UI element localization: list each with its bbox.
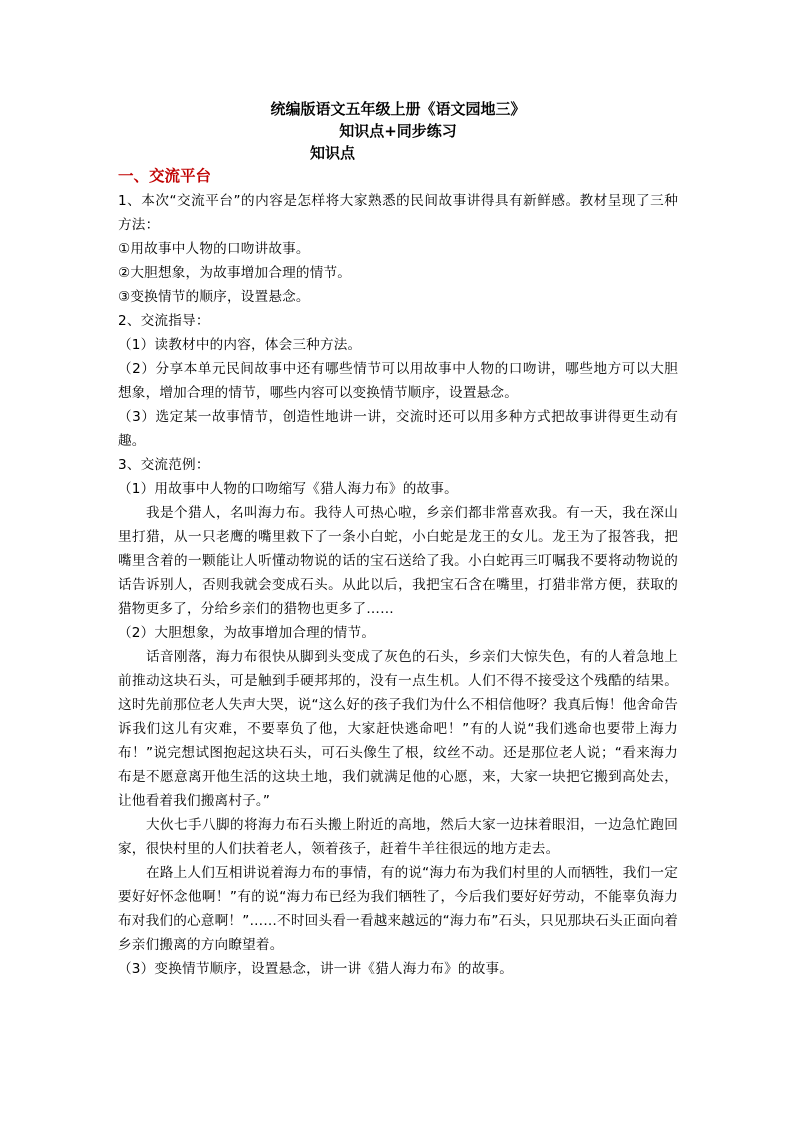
guidance-heading: 2、交流指导：	[118, 313, 210, 329]
example-heading: 3、交流范例：	[118, 457, 210, 473]
guidance-item-1: （1）读教材中的内容，体会三种方法。	[118, 337, 362, 353]
example-item-1-story: 我是个猎人，名叫海力布。我待人可热心啦，乡亲们都非常喜欢我。有一天，我在深山里打猎，从一只老鹰的嘴里救下了一条小白蛇，小白蛇是龙王的女儿。龙王为了报答我，把嘴里含着的一颗能让人听懂动物说的话的宝石送给了我。小白蛇再三叮嘱我不要将动物说的话告诉别人，否则我就会变成石头。从此以后，我把宝石含在嘴里，打猎非常方便，获取的猎物更多了，分给乡亲们的猎物也更多了……	[118, 505, 678, 617]
document-subtitle: 知识点+同步练习	[339, 122, 457, 140]
example-item-3-heading: （3）变换情节顺序，设置悬念，讲一讲《猎人海力布》的故事。	[118, 961, 514, 977]
example-item-2-story-part-2: 大伙七手八脚的将海力布石头搬上附近的高地，然后大家一边抹着眼泪，一边急忙跑回家，很快村里的人们扶着老人，领着孩子，赶着牛羊往很远的地方走去。	[118, 817, 678, 857]
document-page	[118, 98, 678, 981]
method-item-1: ①用故事中人物的口吻讲故事。	[118, 241, 310, 257]
example-item-2-story-part-1: 话音刚落，海力布很快从脚到头变成了灰色的石头，乡亲们大惊失色，有的人着急地上前推动这块石头，可是触到手硬邦邦的，没有一点生机。人们不得不接受这个残酷的结果。这时先前那位老人失声大哭，说“这么好的孩子我们为什么不相信他呀？我真后悔！他舍命告诉我们这儿有灾难，不要辜负了他，大家赶快逃命吧！”有的人说“我们逃命也要带上海力布！”说完想试图抱起这块石头，可石头像生了根，纹丝不动。还是那位老人说；“看来海力布是不愿意离开他生活的这块土地，我们就满足他的心愿，来，大家一块把它搬到高处去，让他看着我们搬离村子。”	[118, 649, 678, 809]
section-heading-exchange-platform: 一、交流平台	[118, 167, 212, 185]
document-title: 统编版语文五年级上册《语文园地三》	[270, 100, 526, 118]
method-item-3: ③变换情节的顺序，设置悬念。	[118, 289, 310, 305]
guidance-item-2: （2）分享本单元民间故事中还有哪些情节可以用故事中人物的口吻讲，哪些地方可以大胆想象，增加合理的情节，哪些内容可以变换情节顺序，设置悬念。	[118, 361, 678, 401]
guidance-item-3: （3）选定某一故事情节，创造性地讲一讲，交流时还可以用多种方式把故事讲得更生动有趣。	[118, 409, 678, 449]
paragraph-intro: 1、本次“交流平台”的内容是怎样将大家熟悉的民间故事讲得具有新鲜感。教材呈现了三种方法：	[118, 193, 678, 233]
example-item-2-heading: （2）大胆想象，为故事增加合理的情节。	[118, 625, 376, 641]
example-item-2-story-part-3: 在路上人们互相讲说着海力布的事情，有的说“海力布为我们村里的人而牺牲，我们一定要好好怀念他啊！”有的说“海力布已经为我们牺牲了，今后我们要好好劳动，不能辜负海力布对我们的心意啊！”……不时回头看一看越来越远的“海力布”石头，只见那块石头正面向着乡亲们搬离的方向瞭望着。	[118, 865, 678, 953]
example-item-1-heading: （1）用故事中人物的口吻缩写《猎人海力布》的故事。	[118, 481, 458, 497]
method-item-2: ②大胆想象，为故事增加合理的情节。	[118, 265, 352, 281]
knowledge-points-label: 知识点	[310, 144, 356, 162]
